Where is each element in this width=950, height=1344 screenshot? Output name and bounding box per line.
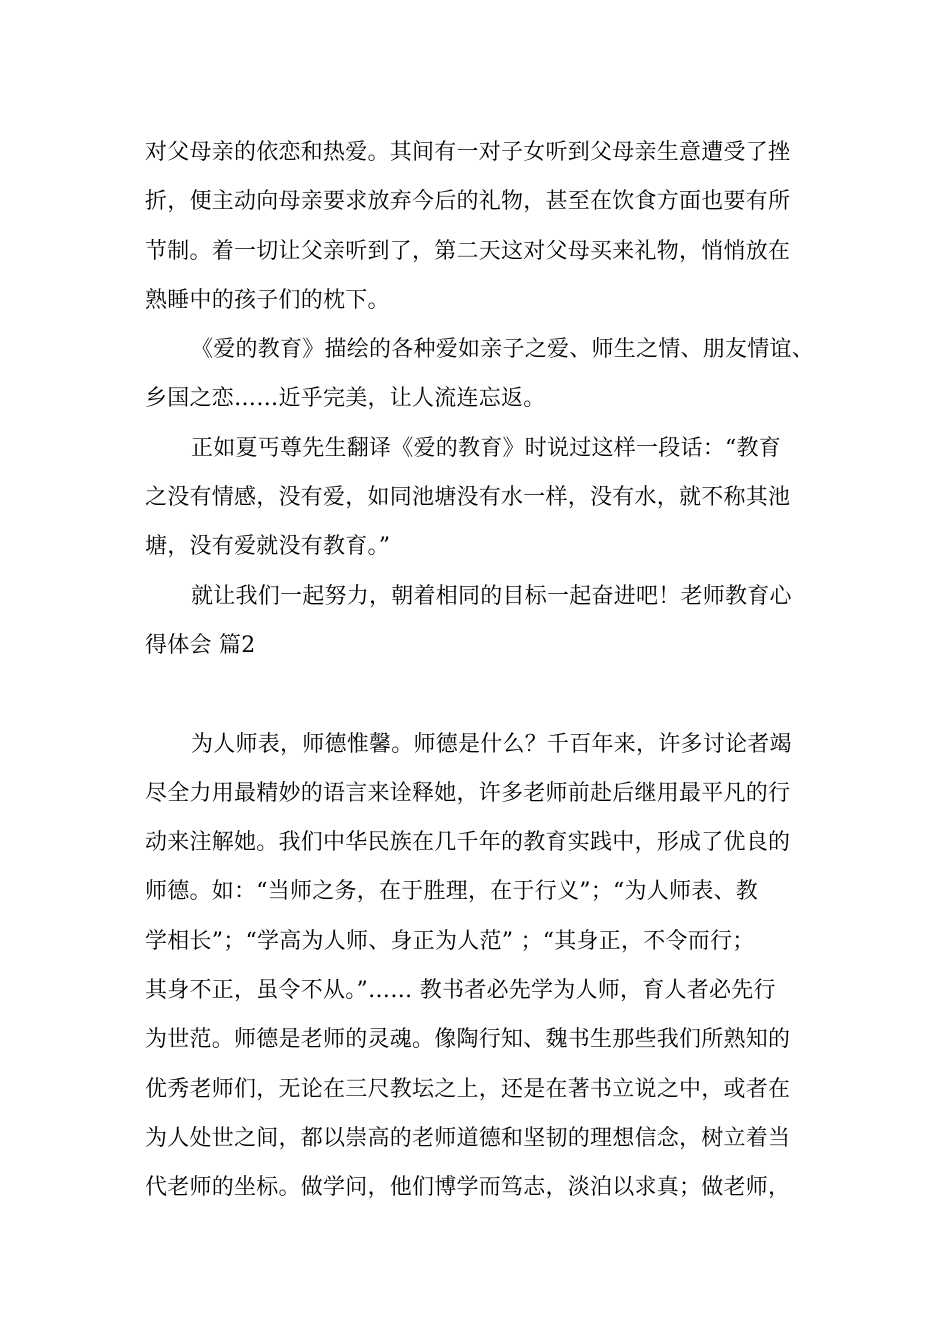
paragraph-start-line: 就让我们一起努力，朝着相同的目标一起奋进吧！老师教育心 <box>191 583 792 609</box>
text-line: 之没有情感，没有爱，如同池塘没有水一样，没有水，就不称其池 <box>145 485 791 511</box>
text-line: 折，便主动向母亲要求放弃今后的礼物，甚至在饮食方面也要有所 <box>145 189 791 215</box>
paragraph-start-line: 《爱的教育》描绘的各种爱如亲子之爱、师生之情、朋友情谊、 <box>191 337 815 363</box>
text-line: 节制。着一切让父亲听到了，第二天这对父母买来礼物，悄悄放在 <box>145 238 791 264</box>
text-line: 对父母亲的依恋和热爱。其间有一对子女听到父母亲生意遭受了挫 <box>145 140 791 165</box>
text-line: 熟睡中的孩子们的枕下。 <box>145 287 390 313</box>
blank-line <box>145 670 825 719</box>
text-line: 乡国之恋……近乎完美，让人流连忘返。 <box>145 386 546 412</box>
text-line: 动来注解她。我们中华民族在几千年的教育实践中，形成了优良的 <box>145 830 791 856</box>
text-line: 代老师的坐标。做学问，他们博学而笃志，淡泊以求真；做老师， <box>145 1175 791 1201</box>
text-line: 师德。如：“当师之务，在于胜理，在于行义”；“为人师表、教 <box>145 879 758 905</box>
text-line: 为人处世之间，都以崇高的老师道德和坚韧的理想信念，树立着当 <box>145 1125 791 1151</box>
paragraph-start-line: 正如夏丐尊先生翻译《爱的教育》时说过这样一段话：“教育 <box>191 435 781 461</box>
paragraph-start-line: 为人师表，师德惟馨。师德是什么？千百年来，许多讨论者竭 <box>191 731 792 757</box>
text-line: 优秀老师们，无论在三尺教坛之上，还是在著书立说之中，或者在 <box>145 1076 791 1102</box>
text-line: 其身不正，虽令不从。”…… 教书者必先学为人师，育人者必先行 <box>145 978 776 1004</box>
text-line: 学相长”；“学高为人师、身正为人范” ；“其身正，不令而行； <box>145 928 755 954</box>
text-line: 尽全力用最精妙的语言来诠释她，许多老师前赴后继用最平凡的行 <box>145 780 791 806</box>
document-body <box>145 128 825 1213</box>
section-heading-line: 得体会 篇2 <box>145 632 256 658</box>
text-line: 为世范。师德是老师的灵魂。像陶行知、魏书生那些我们所熟知的 <box>145 1027 791 1053</box>
text-line: 塘，没有爱就没有教育。” <box>145 534 391 560</box>
